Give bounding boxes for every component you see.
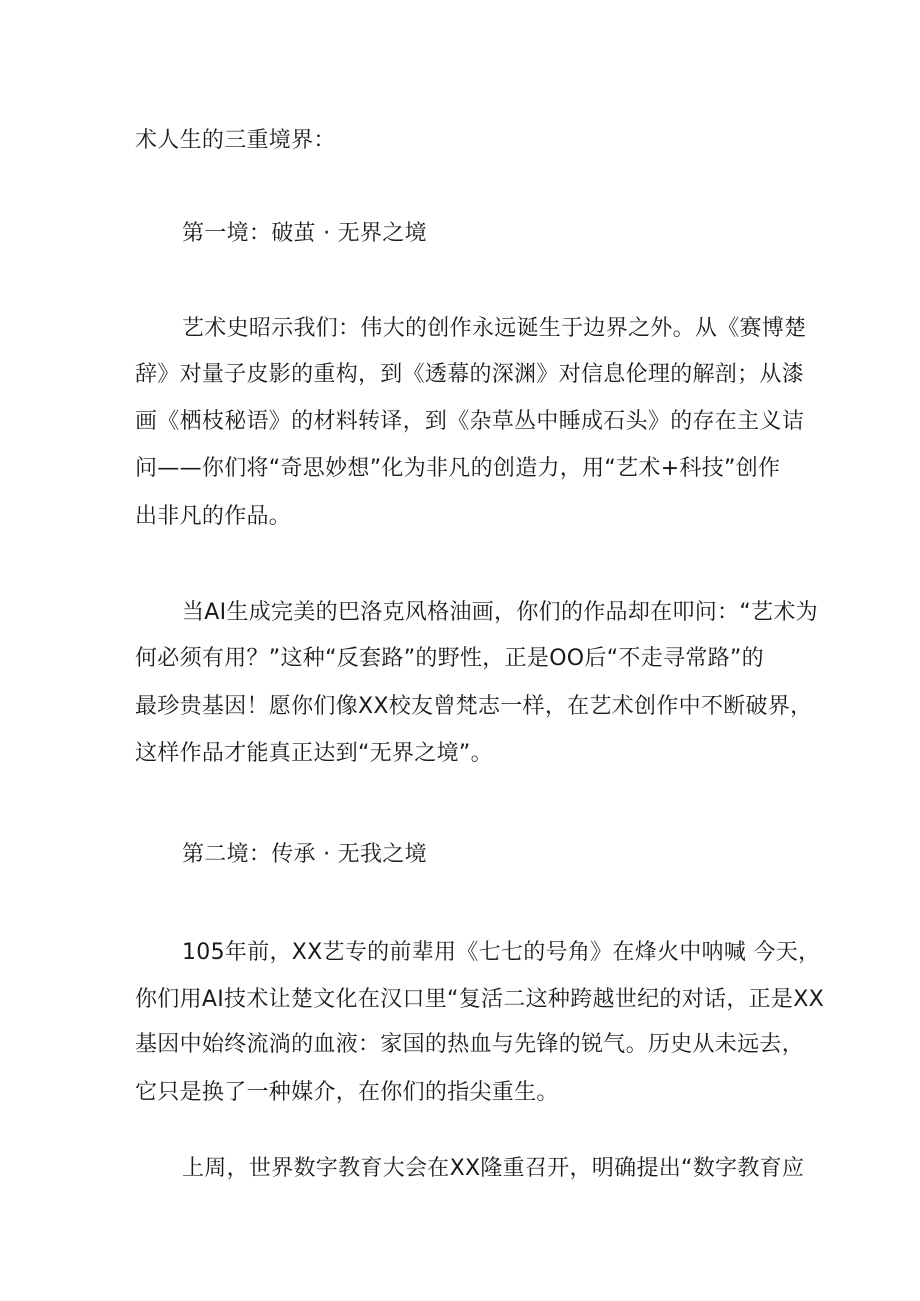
section-heading-2: 第二境：传承 · 无我之境 — [182, 842, 427, 867]
paragraph-line: 艺术史昭示我们：伟大的创作永远诞生于边界之外。从《赛博楚 — [182, 316, 807, 341]
paragraph-line: 它只是换了一种媒介，在你们的指尖重生。 — [135, 1080, 559, 1105]
paragraph-line: 最珍贵基因！愿你们像XX校友曾梵志一样，在艺术创作中不断破界， — [135, 694, 813, 719]
paragraph-line: 出非凡的作品。 — [135, 504, 292, 529]
paragraph-line: 画《栖枝秘语》的材料转译，到《杂草丛中睡成石头》的存在主义诘 — [135, 409, 805, 434]
paragraph-line: 基因中始终流淌的血液：家国的热血与先锋的锐气。历史从未远去， — [135, 1032, 805, 1057]
paragraph-line: 辞》对量子皮影的重构，到《透幕的深渊》对信息伦理的解剖；从漆 — [135, 362, 805, 387]
paragraph-line: 你们用AI技术让楚文化在汉口里“复活二这种跨越世纪的对话，正是XX — [135, 987, 824, 1012]
paragraph-line: 105年前，XX艺专的前辈用《七七的号角》在烽火中呐喊 今天， — [182, 940, 821, 965]
paragraph-line: 何必须有用？”这种“反套路”的野性，正是OO后“不走寻常路”的 — [135, 646, 764, 671]
paragraph-line: 上周，世界数字教育大会在XX隆重召开，明确提出“数字教育应 — [182, 1156, 805, 1181]
paragraph-line: 当AI生成完美的巴洛克风格油画，你们的作品却在叩问：“艺术为 — [182, 600, 818, 625]
section-heading-1: 第一境：破茧 · 无界之境 — [182, 221, 427, 246]
intro-line: 术人生的三重境界： — [135, 128, 336, 153]
paragraph-line: 问——你们将“奇思妙想”化为非凡的创造力，用“艺术+科技”创作 — [135, 456, 781, 481]
paragraph-line: 这样作品才能真正达到“无界之境”。 — [135, 741, 493, 766]
